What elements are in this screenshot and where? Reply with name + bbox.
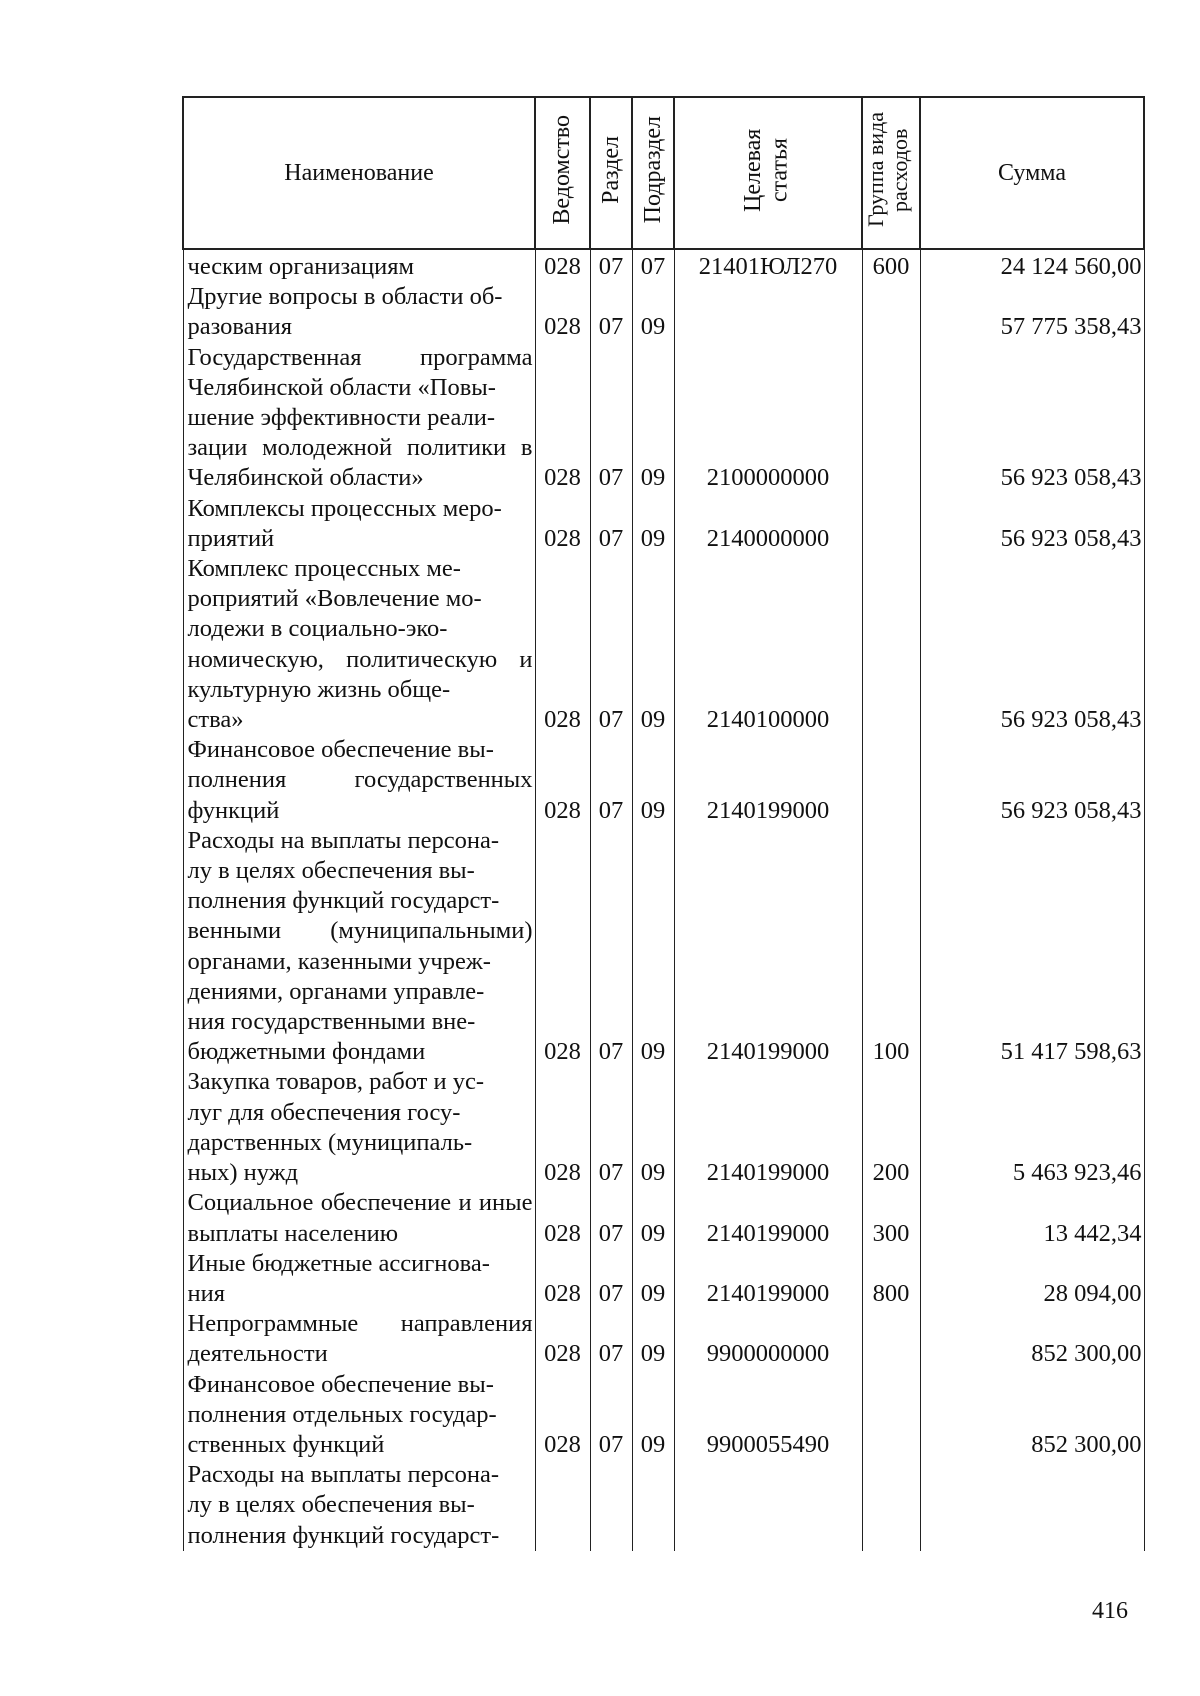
- table-row: [183, 735, 1144, 826]
- row-celevaya: [674, 1460, 862, 1551]
- row-podrazdel: 07: [632, 249, 674, 282]
- row-name: Закупка товаров, работ и ус- луг для обеспечения госу- дарственных (муниципаль- ных) нужд: [183, 1067, 535, 1188]
- header-podrazdel: Подраздел: [632, 97, 674, 249]
- row-summa: 51 417 598,63: [920, 826, 1144, 1068]
- table-row: [183, 343, 1144, 494]
- table-row: [183, 826, 1144, 1068]
- row-vedomstvo: 028: [535, 1188, 590, 1248]
- table-row: [183, 554, 1144, 735]
- table-header-row: [183, 97, 1144, 249]
- table-row: [183, 494, 1144, 554]
- row-summa: 13 442,34: [920, 1188, 1144, 1248]
- row-vedomstvo: 028: [535, 735, 590, 826]
- row-summa: 57 775 358,43: [920, 282, 1144, 342]
- row-name: Расходы на выплаты персона- лу в целях обеспечения вы- полнения функций государст- венными (муниципальными) органами, казенными учреж- дениями, органами управле- ния государственными вне- бюджетными фондами: [183, 826, 535, 1068]
- page-number: 416: [1092, 1598, 1128, 1624]
- row-podrazdel: 09: [632, 494, 674, 554]
- row-name: Государственная программа Челябинской области «Повы- шение эффективности реали- зации молодежной политики в Челябинской области»: [183, 343, 535, 494]
- row-celevaya: 2140199000: [674, 1249, 862, 1309]
- row-summa: 852 300,00: [920, 1309, 1144, 1369]
- header-razdel: Раздел: [590, 97, 632, 249]
- row-razdel: 07: [590, 735, 632, 826]
- row-razdel: 07: [590, 1370, 632, 1461]
- row-razdel: 07: [590, 554, 632, 735]
- row-celevaya: 21401ЮЛ270: [674, 249, 862, 282]
- row-podrazdel: 09: [632, 1249, 674, 1309]
- row-gruppa: 200: [862, 1067, 920, 1188]
- row-celevaya: 9900055490: [674, 1370, 862, 1461]
- row-razdel: 07: [590, 494, 632, 554]
- row-razdel: 07: [590, 826, 632, 1068]
- row-name: Непрограммные направления деятельности: [183, 1309, 535, 1369]
- row-razdel: 07: [590, 282, 632, 342]
- row-vedomstvo: 028: [535, 249, 590, 282]
- table-row: [183, 1309, 1144, 1369]
- row-summa: 56 923 058,43: [920, 494, 1144, 554]
- row-celevaya: 2140199000: [674, 826, 862, 1068]
- row-razdel: [590, 1460, 632, 1551]
- row-gruppa: [862, 735, 920, 826]
- row-gruppa: [862, 554, 920, 735]
- row-celevaya: [674, 282, 862, 342]
- row-podrazdel: 09: [632, 1067, 674, 1188]
- row-razdel: 07: [590, 1309, 632, 1369]
- row-razdel: 07: [590, 249, 632, 282]
- table-row: [183, 282, 1144, 342]
- row-podrazdel: 09: [632, 735, 674, 826]
- row-razdel: 07: [590, 1188, 632, 1248]
- row-gruppa: [862, 343, 920, 494]
- row-celevaya: 9900000000: [674, 1309, 862, 1369]
- row-name: Комплексы процессных меро- приятий: [183, 494, 535, 554]
- row-celevaya: 2140000000: [674, 494, 862, 554]
- row-vedomstvo: 028: [535, 554, 590, 735]
- row-podrazdel: 09: [632, 1370, 674, 1461]
- row-summa: 852 300,00: [920, 1370, 1144, 1461]
- row-razdel: 07: [590, 1067, 632, 1188]
- row-podrazdel: 09: [632, 343, 674, 494]
- row-razdel: 07: [590, 1249, 632, 1309]
- table-body: [183, 249, 1144, 1551]
- row-name: Комплекс процессных ме- роприятий «Вовлечение мо- лодежи в социально-эко- номическую, политическую и культурную жизнь обще- ства»: [183, 554, 535, 735]
- header-summa: Сумма: [920, 97, 1144, 249]
- row-celevaya: 2140100000: [674, 554, 862, 735]
- budget-table: [182, 96, 1145, 1551]
- row-summa: 28 094,00: [920, 1249, 1144, 1309]
- row-podrazdel: 09: [632, 1309, 674, 1369]
- row-gruppa: [862, 1460, 920, 1551]
- row-summa: 56 923 058,43: [920, 735, 1144, 826]
- row-podrazdel: 09: [632, 1188, 674, 1248]
- row-name: Финансовое обеспечение вы- полнения отдельных государ- ственных функций: [183, 1370, 535, 1461]
- row-gruppa: [862, 1309, 920, 1369]
- row-podrazdel: [632, 1460, 674, 1551]
- row-podrazdel: 09: [632, 826, 674, 1068]
- row-gruppa: [862, 494, 920, 554]
- table-row: [183, 1067, 1144, 1188]
- row-podrazdel: 09: [632, 282, 674, 342]
- row-celevaya: 2100000000: [674, 343, 862, 494]
- row-vedomstvo: 028: [535, 826, 590, 1068]
- row-name: Иные бюджетные ассигнова- ния: [183, 1249, 535, 1309]
- row-vedomstvo: 028: [535, 1249, 590, 1309]
- row-vedomstvo: 028: [535, 282, 590, 342]
- row-celevaya: 2140199000: [674, 1188, 862, 1248]
- row-name: Расходы на выплаты персона- лу в целях обеспечения вы- полнения функций государст-: [183, 1460, 535, 1551]
- row-summa: 5 463 923,46: [920, 1067, 1144, 1188]
- row-podrazdel: 09: [632, 554, 674, 735]
- row-vedomstvo: 028: [535, 1309, 590, 1369]
- row-gruppa: [862, 1370, 920, 1461]
- row-name: Социальное обеспечение и иные выплаты населению: [183, 1188, 535, 1248]
- header-name: Наименование: [183, 97, 535, 249]
- table-row: [183, 1460, 1144, 1551]
- header-celevaya: Целевая статья: [674, 97, 862, 249]
- row-vedomstvo: 028: [535, 1067, 590, 1188]
- row-razdel: 07: [590, 343, 632, 494]
- header-vedomstvo: Ведомство: [535, 97, 590, 249]
- row-name: ческим организациям: [183, 249, 535, 282]
- row-summa: 24 124 560,00: [920, 249, 1144, 282]
- row-gruppa: 100: [862, 826, 920, 1068]
- table-row: [183, 1249, 1144, 1309]
- row-name: Финансовое обеспечение вы- полнения государственных функций: [183, 735, 535, 826]
- row-vedomstvo: 028: [535, 494, 590, 554]
- row-vedomstvo: 028: [535, 343, 590, 494]
- table-row: [183, 1188, 1144, 1248]
- row-celevaya: 2140199000: [674, 1067, 862, 1188]
- row-vedomstvo: 028: [535, 1370, 590, 1461]
- header-gruppa: Группа вида расходов: [862, 97, 920, 249]
- row-gruppa: 300: [862, 1188, 920, 1248]
- row-summa: 56 923 058,43: [920, 554, 1144, 735]
- row-celevaya: 2140199000: [674, 735, 862, 826]
- table-row: [183, 249, 1144, 282]
- row-vedomstvo: [535, 1460, 590, 1551]
- row-summa: [920, 1460, 1144, 1551]
- table-row: [183, 1370, 1144, 1461]
- row-gruppa: 800: [862, 1249, 920, 1309]
- row-summa: 56 923 058,43: [920, 343, 1144, 494]
- row-gruppa: 600: [862, 249, 920, 282]
- row-gruppa: [862, 282, 920, 342]
- row-name: Другие вопросы в области об- разования: [183, 282, 535, 342]
